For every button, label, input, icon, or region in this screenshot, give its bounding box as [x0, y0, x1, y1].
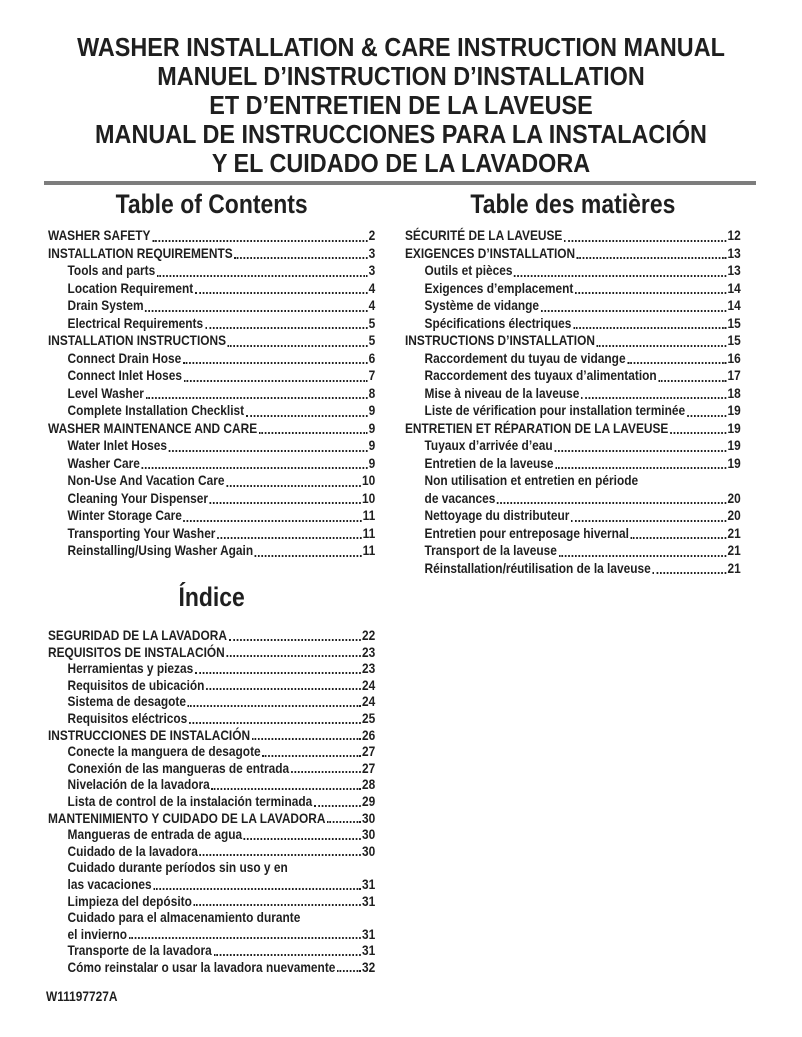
- toc-entry: [48, 350, 375, 368]
- toc-entry-page: 14: [727, 297, 741, 313]
- toc-entry-label: Reinstalling/Using Washer Again: [67, 542, 254, 558]
- toc-entry: [48, 859, 375, 892]
- dot-leader: [252, 738, 361, 740]
- toc-entry-label: Conecte la manguera de desagote: [67, 743, 261, 760]
- dot-leader: [541, 310, 727, 312]
- toc-entry: [48, 959, 375, 976]
- toc-entry-label: Cuidado durante períodos sin uso y en: [67, 859, 288, 876]
- toc-entry-page: 19: [727, 402, 741, 418]
- toc-entry-label: Transport de la laveuse: [424, 542, 557, 558]
- toc-entry-label: Water Inlet Hoses: [67, 437, 167, 453]
- toc-entry-label: Spécifications électriques: [424, 314, 572, 331]
- toc-entry-page: 14: [727, 279, 741, 296]
- dot-leader: [234, 257, 367, 259]
- manual-title: [0, 33, 802, 178]
- toc-entry-label: SÉCURITÉ DE LA LAVEUSE: [405, 227, 563, 243]
- toc-entry-label: Cómo reinstalar o usar la lavadora nuevamente: [67, 958, 336, 975]
- toc-entry-label: Drain System: [67, 297, 144, 313]
- dot-leader: [658, 380, 726, 382]
- toc-entry-page: 6: [368, 349, 376, 366]
- dot-leader: [129, 937, 361, 939]
- toc-entry: [48, 280, 375, 298]
- dot-leader: [226, 485, 361, 487]
- dot-leader: [246, 415, 368, 417]
- toc-entry: [405, 472, 741, 507]
- toc-entry-page: 29: [362, 792, 376, 809]
- toc-entry: [405, 227, 741, 245]
- dot-leader: [157, 275, 368, 277]
- toc-entry-page: 3: [368, 244, 376, 261]
- toc-entry: [48, 693, 375, 710]
- toc-entry: [48, 542, 375, 560]
- toc-spanish-entries: [48, 627, 375, 975]
- toc-entry-label: INSTRUCCIONES DE INSTALACIÓN: [48, 726, 251, 743]
- toc-entry-page: 27: [362, 759, 376, 776]
- dot-leader: [200, 854, 362, 856]
- toc-entry-label: Transporte de la lavadora: [67, 942, 212, 959]
- toc-entry-page: 24: [362, 693, 376, 710]
- toc-entry-label: Raccordement des tuyaux d’alimentation: [424, 367, 657, 383]
- document-part-number: W11197727A: [46, 988, 118, 1004]
- dot-leader: [188, 705, 362, 707]
- toc-entry-page: 27: [362, 743, 376, 760]
- dot-leader: [169, 450, 368, 452]
- manual-title-line: MANUAL DE INSTRUCCIONES PARA LA INSTALACIÓN: [95, 119, 707, 149]
- toc-entry-page: 21: [727, 524, 741, 541]
- toc-entry: [405, 280, 741, 298]
- toc-entry-page: 13: [727, 244, 741, 261]
- toc-entry-label: INSTALLATION INSTRUCTIONS: [48, 332, 227, 348]
- dot-leader: [291, 771, 361, 773]
- toc-entry-label: Tuyaux d’arrivée d’eau: [424, 437, 553, 453]
- toc-entry: [48, 909, 375, 942]
- dot-leader: [213, 954, 361, 956]
- toc-entry-label: Nivelación de la lavadora: [67, 776, 210, 793]
- toc-entry: [405, 332, 741, 350]
- toc-entry-page: 24: [362, 676, 376, 693]
- toc-french-section: [405, 190, 741, 577]
- toc-entry: [48, 525, 375, 543]
- dot-leader: [255, 555, 362, 557]
- toc-entry-label: Connect Inlet Hoses: [67, 367, 182, 383]
- dot-leader: [183, 362, 368, 364]
- toc-entry-page: 5: [368, 314, 376, 331]
- toc-entry: [48, 490, 375, 508]
- toc-entry-page: 21: [727, 542, 741, 558]
- toc-entry: [405, 350, 741, 368]
- toc-entry: [48, 942, 375, 959]
- toc-entry-page: 11: [362, 507, 376, 523]
- toc-entry-label: el invierno: [67, 925, 128, 942]
- toc-entry-label: Conexión de las mangueras de entrada: [67, 759, 290, 776]
- toc-entry-page: 2: [368, 227, 376, 243]
- dot-leader: [228, 345, 368, 347]
- toc-entry: [405, 420, 741, 438]
- manual-title-line: ET D’ENTRETIEN DE LA LAVEUSE: [209, 90, 593, 120]
- toc-entry-page: 7: [368, 367, 376, 383]
- toc-entry: [48, 227, 375, 245]
- toc-entry-label: Mangueras de entrada de agua: [67, 826, 243, 843]
- toc-entry: [405, 437, 741, 455]
- toc-entry-label: Système de vidange: [424, 297, 539, 313]
- dot-leader: [652, 572, 726, 574]
- toc-french-entries: [405, 227, 741, 577]
- toc-entry: [48, 810, 375, 827]
- toc-entry-page: 31: [362, 925, 376, 942]
- dot-leader: [217, 537, 362, 539]
- toc-entry-label: Lista de control de la instalación terminada: [67, 792, 313, 809]
- toc-entry-label: EXIGENCES D’INSTALLATION: [405, 244, 576, 261]
- dot-leader: [184, 520, 362, 522]
- dot-leader: [262, 755, 361, 757]
- toc-entry-page: 28: [362, 776, 376, 793]
- dot-leader: [627, 362, 726, 364]
- toc-entry: [48, 743, 375, 760]
- toc-entry-label: Connect Drain Hose: [67, 349, 182, 366]
- toc-entry-page: 16: [727, 349, 741, 366]
- toc-entry-page: 17: [727, 367, 741, 383]
- toc-entry: [48, 385, 375, 403]
- toc-entry: [48, 472, 375, 490]
- toc-entry-label: Raccordement du tuyau de vidange: [424, 349, 626, 366]
- toc-entry: [405, 315, 741, 333]
- dot-leader: [211, 788, 361, 790]
- dot-leader: [145, 310, 367, 312]
- dot-leader: [146, 397, 368, 399]
- toc-entry-page: 19: [727, 437, 741, 453]
- toc-entry-page: 13: [727, 262, 741, 278]
- toc-entry-page: 30: [362, 842, 376, 859]
- toc-entry-label: REQUISITOS DE INSTALACIÓN: [48, 643, 225, 660]
- toc-entry: [405, 402, 741, 420]
- dot-leader: [210, 502, 361, 504]
- toc-entry: [405, 245, 741, 263]
- toc-entry: [405, 367, 741, 385]
- dot-leader: [497, 502, 727, 504]
- toc-entry-page: 15: [727, 314, 741, 331]
- toc-entry-page: 18: [727, 384, 741, 401]
- toc-entry: [48, 507, 375, 525]
- toc-entry-page: 30: [362, 826, 376, 843]
- toc-entry-page: 15: [727, 332, 741, 348]
- manual-title-line: MANUEL D’INSTRUCTION D’INSTALLATION: [157, 61, 645, 91]
- toc-entry: [48, 367, 375, 385]
- toc-entry-page: 19: [727, 454, 741, 471]
- dot-leader: [226, 655, 361, 657]
- dot-leader: [554, 450, 726, 452]
- dot-leader: [577, 257, 727, 259]
- toc-entry: [48, 262, 375, 280]
- toc-entry-label: INSTRUCTIONS D’INSTALLATION: [405, 332, 595, 348]
- toc-entry-page: 20: [727, 489, 741, 506]
- toc-entry-page: 3: [368, 262, 376, 278]
- dot-leader: [184, 380, 368, 382]
- toc-entry: [48, 893, 375, 910]
- toc-entry-page: 11: [362, 524, 376, 541]
- toc-entry: [405, 525, 741, 543]
- dot-leader: [189, 722, 361, 724]
- toc-english-heading: Table of Contents: [115, 189, 308, 219]
- toc-entry-page: 9: [368, 454, 376, 471]
- manual-title-line: WASHER INSTALLATION & CARE INSTRUCTION MANUAL: [77, 32, 725, 62]
- toc-entry: [48, 760, 375, 777]
- toc-entry: [48, 245, 375, 263]
- toc-entry-label: de vacances: [424, 489, 496, 506]
- dot-leader: [142, 467, 368, 469]
- toc-entry-page: 10: [362, 489, 376, 506]
- toc-entry-page: 32: [362, 958, 376, 975]
- toc-entry-label: Cleaning Your Dispenser: [67, 489, 208, 506]
- dot-leader: [153, 888, 361, 890]
- dot-leader: [244, 838, 361, 840]
- toc-entry-label: WASHER SAFETY: [48, 227, 151, 243]
- toc-entry-page: 25: [362, 709, 376, 726]
- toc-entry: [48, 332, 375, 350]
- toc-entry: [48, 843, 375, 860]
- toc-entry: [405, 385, 741, 403]
- toc-entry: [48, 644, 375, 661]
- toc-entry-page: 22: [362, 627, 376, 643]
- toc-entry: [48, 315, 375, 333]
- dot-leader: [687, 415, 727, 417]
- toc-entry-label: Requisitos eléctricos: [67, 709, 188, 726]
- dot-leader: [597, 345, 727, 347]
- toc-entry: [48, 420, 375, 438]
- toc-entry: [48, 437, 375, 455]
- toc-entry: [48, 710, 375, 727]
- title-divider-rule: [44, 181, 756, 185]
- toc-entry-label: Réinstallation/réutilisation de la laveuse: [424, 559, 651, 576]
- manual-title-line: Y EL CUIDADO DE LA LAVADORA: [211, 148, 591, 178]
- toc-entry-page: 12: [727, 227, 741, 243]
- dot-leader: [195, 672, 361, 674]
- toc-entry-label: Nettoyage du distributeur: [424, 507, 570, 523]
- dot-leader: [314, 805, 361, 807]
- toc-entry-label: Location Requirement: [67, 279, 194, 296]
- toc-spanish-section: [48, 583, 375, 975]
- toc-english-section: [48, 190, 375, 560]
- toc-entry: [405, 297, 741, 315]
- toc-entry-page: 31: [362, 892, 376, 909]
- toc-entry-label: Herramientas y piezas: [67, 660, 194, 677]
- toc-entry-label: Complete Installation Checklist: [67, 402, 245, 418]
- toc-entry-page: 23: [362, 643, 376, 660]
- dot-leader: [327, 821, 361, 823]
- dot-leader: [670, 432, 727, 434]
- toc-entry: [405, 507, 741, 525]
- toc-entry: [405, 560, 741, 578]
- toc-entry-label: Outils et pièces: [424, 262, 513, 278]
- dot-leader: [581, 397, 727, 399]
- dot-leader: [195, 292, 368, 294]
- toc-entry-label: Winter Storage Care: [67, 507, 182, 523]
- toc-entry-page: 19: [727, 419, 741, 436]
- dot-leader: [337, 970, 361, 972]
- toc-entry-page: 9: [368, 437, 376, 453]
- toc-entry-page: 26: [362, 726, 376, 743]
- toc-entry-label: INSTALLATION REQUIREMENTS: [48, 244, 233, 261]
- dot-leader: [564, 240, 727, 242]
- dot-leader: [575, 292, 727, 294]
- toc-entry: [405, 455, 741, 473]
- toc-entry: [405, 262, 741, 280]
- dot-leader: [194, 904, 362, 906]
- toc-entry-label: ENTRETIEN ET RÉPARATION DE LA LAVEUSE: [405, 419, 669, 436]
- toc-entry-label: Requisitos de ubicación: [67, 676, 205, 693]
- toc-entry-page: 10: [362, 472, 376, 488]
- toc-entry: [48, 660, 375, 677]
- toc-entry: [48, 455, 375, 473]
- toc-entry-page: 9: [368, 402, 376, 418]
- toc-entry-label: Washer Care: [67, 454, 140, 471]
- dot-leader: [259, 432, 368, 434]
- toc-entry: [48, 793, 375, 810]
- toc-entry-label: Liste de vérification pour installation terminée: [424, 402, 686, 418]
- dot-leader: [631, 537, 727, 539]
- toc-entry-page: 8: [368, 384, 376, 401]
- toc-entry-page: 5: [368, 332, 376, 348]
- toc-entry-label: Transporting Your Washer: [67, 524, 216, 541]
- toc-entry-page: 23: [362, 660, 376, 677]
- toc-entry: [48, 776, 375, 793]
- toc-entry-label: Entretien pour entreposage hivernal: [424, 524, 629, 541]
- dot-leader: [555, 467, 726, 469]
- toc-entry: [48, 627, 375, 644]
- toc-entry-page: 11: [362, 542, 376, 558]
- toc-entry-label: Exigences d’emplacement: [424, 279, 574, 296]
- toc-entry-page: 20: [727, 507, 741, 523]
- dot-leader: [559, 555, 727, 557]
- toc-spanish-heading: Índice: [178, 582, 245, 612]
- dot-leader: [229, 639, 362, 641]
- toc-entry-label: Cuidado para el almacenamiento durante: [67, 909, 301, 926]
- dot-leader: [152, 240, 368, 242]
- toc-entry: [48, 826, 375, 843]
- toc-entry: [48, 297, 375, 315]
- toc-entry: [48, 677, 375, 694]
- toc-entry-label: Entretien de la laveuse: [424, 454, 554, 471]
- toc-entry-label: Cuidado de la lavadora: [67, 842, 198, 859]
- toc-entry-page: 31: [362, 942, 376, 959]
- toc-entry-label: Electrical Requirements: [67, 314, 204, 331]
- toc-entry-label: las vacaciones: [67, 875, 152, 892]
- toc-entry-label: SEGURIDAD DE LA LAVADORA: [48, 627, 227, 643]
- toc-entry-label: Mise à niveau de la laveuse: [424, 384, 580, 401]
- toc-entry-label: Limpieza del depósito: [67, 892, 192, 909]
- dot-leader: [205, 327, 368, 329]
- toc-entry-page: 30: [362, 809, 376, 826]
- toc-entry-page: 31: [362, 875, 376, 892]
- toc-entry-label: Tools and parts: [67, 262, 156, 278]
- toc-french-heading: Table des matières: [470, 189, 676, 219]
- toc-entry: [48, 727, 375, 744]
- toc-entry-label: Non-Use And Vacation Care: [67, 472, 225, 488]
- dot-leader: [571, 520, 727, 522]
- toc-entry-page: 4: [368, 279, 376, 296]
- toc-english-entries: [48, 227, 375, 560]
- toc-entry-page: 21: [727, 559, 741, 576]
- toc-entry-label: Level Washer: [67, 384, 144, 401]
- dot-leader: [573, 327, 727, 329]
- toc-entry-label: WASHER MAINTENANCE AND CARE: [48, 419, 258, 436]
- toc-entry: [48, 402, 375, 420]
- toc-entry-label: Sistema de desagote: [67, 693, 186, 710]
- toc-entry-label: MANTENIMIENTO Y CUIDADO DE LA LAVADORA: [48, 809, 326, 826]
- toc-entry-page: 9: [368, 419, 376, 436]
- toc-entry-page: 4: [368, 297, 376, 313]
- dot-leader: [206, 688, 361, 690]
- toc-entry-label: Non utilisation et entretien en période: [424, 472, 639, 488]
- dot-leader: [514, 275, 726, 277]
- toc-entry: [405, 542, 741, 560]
